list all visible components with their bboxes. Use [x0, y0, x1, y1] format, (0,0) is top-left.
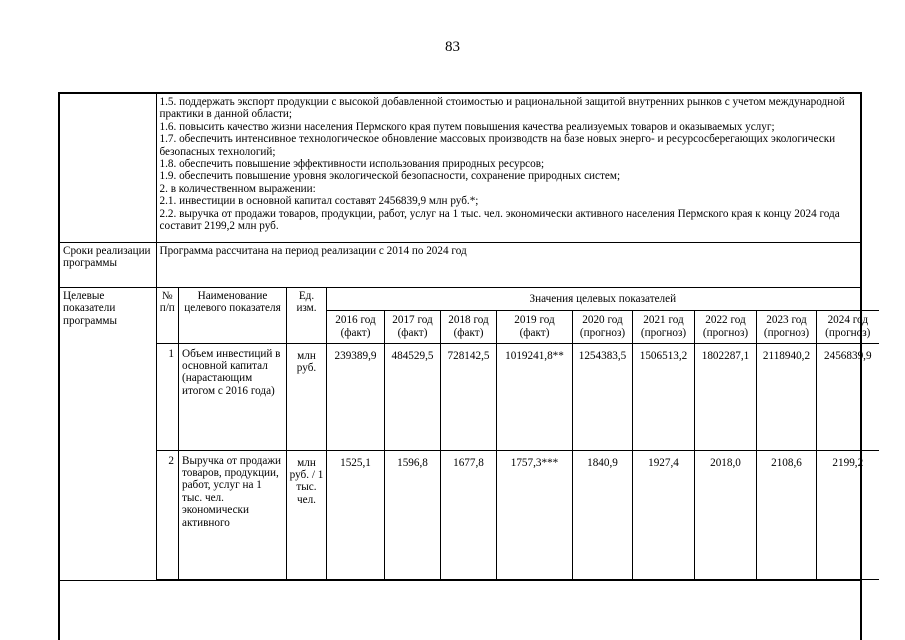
- indicator-name: Объем инвестиций в основной капитал (нарастающим итогом с 2016 года): [179, 343, 287, 450]
- value-cell: 1757,3***: [497, 450, 573, 579]
- goal-line: 2. в количественном выражении:: [159, 182, 316, 195]
- indicator-unit: млн руб.: [287, 343, 327, 450]
- value-cell: 1677,8: [441, 450, 497, 579]
- indicators-table: [157, 288, 879, 580]
- goal-line: 1.8. обеспечить повышение эффективности использования природных ресурсов;: [159, 158, 545, 171]
- value-cell: 2456839,9: [817, 343, 879, 450]
- period-label: Сроки реализации программы: [60, 243, 156, 288]
- year-header: 2021 год (прогноз): [633, 310, 695, 343]
- value-cell: 1840,9: [573, 450, 633, 579]
- goal-line: 1.9. обеспечить повышение уровня экологической безопасности, сохранение природных систем;: [159, 170, 621, 183]
- targets-row: [60, 288, 860, 581]
- value-cell: 1596,8: [385, 450, 441, 579]
- year-header: 2023 год (прогноз): [757, 310, 817, 343]
- value-cell: 1802287,1: [695, 343, 757, 450]
- value-cell: 1506513,2: [633, 343, 695, 450]
- header-num: № п/п: [157, 288, 179, 343]
- indicator-unit: млн руб. / 1 тыс. чел.: [287, 450, 327, 579]
- period-text: Программа рассчитана на период реализации с 2014 по 2024 год: [156, 243, 860, 288]
- value-cell: 484529,5: [385, 343, 441, 450]
- program-passport-table: [58, 92, 872, 640]
- goal-line: 1.7. обеспечить интенсивное технологическое обновление массовых производств на базе новых энерго- и ресурсосберегающих экологически безопасных технологий;: [159, 133, 836, 158]
- value-cell: 1525,1: [327, 450, 385, 579]
- header-row: [157, 288, 879, 310]
- page-number: 83: [445, 39, 460, 55]
- value-cell: 2199,2: [817, 450, 879, 579]
- period-row: [60, 243, 860, 288]
- year-header: 2017 год (факт): [385, 310, 441, 343]
- passport-table: [60, 94, 872, 581]
- header-values: Значения целевых показателей: [327, 288, 879, 310]
- header-unit: Ед. изм.: [287, 288, 327, 343]
- year-header: 2018 год (факт): [441, 310, 497, 343]
- goal-line: 1.6. повысить качество жизни населения Пермского края путем повышения качества реализуемых товаров и оказываемых услуг;: [159, 120, 775, 133]
- value-cell: 2118940,2: [757, 343, 817, 450]
- goal-line: 2.2. выручка от продажи товаров, продукции, работ, услуг на 1 тыс. чел. экономически активного населения Пермского края к концу 2024 года составит 2199,2 млн руб.: [159, 207, 840, 233]
- value-cell: 1927,4: [633, 450, 695, 579]
- goal-line: 1.5. поддержать экспорт продукции с высокой добавленной стоимостью и рациональной защитой внутренних рынков с учетом международной практики в данной области;: [159, 96, 845, 121]
- row-number: 1: [157, 343, 179, 450]
- targets-cell: [156, 288, 872, 581]
- year-header: 2024 год (прогноз): [817, 310, 879, 343]
- table-row: [157, 450, 879, 579]
- value-cell: 2108,6: [757, 450, 817, 579]
- year-header: 2016 год (факт): [327, 310, 385, 343]
- goals-label-cell: [60, 94, 156, 243]
- value-cell: 728142,5: [441, 343, 497, 450]
- value-cell: 1254383,5: [573, 343, 633, 450]
- targets-label: Целевые показатели программы: [60, 288, 156, 581]
- goals-row: [60, 94, 860, 243]
- year-header: 2022 год (прогноз): [695, 310, 757, 343]
- year-header: 2020 год (прогноз): [573, 310, 633, 343]
- table-row: [157, 343, 879, 450]
- value-cell: 1019241,8**: [497, 343, 573, 450]
- goals-text: [156, 94, 860, 243]
- row-number: 2: [157, 450, 179, 579]
- value-cell: 239389,9: [327, 343, 385, 450]
- indicator-name: Выручка от продажи товаров, продукции, работ, услуг на 1 тыс. чел. экономически активного: [179, 450, 287, 579]
- value-cell: 2018,0: [695, 450, 757, 579]
- goal-line: 2.1. инвестиции в основной капитал составят 2456839,9 млн руб.*;: [159, 195, 479, 208]
- header-name: Наименование целевого показателя: [179, 288, 287, 343]
- year-header: 2019 год (факт): [497, 310, 573, 343]
